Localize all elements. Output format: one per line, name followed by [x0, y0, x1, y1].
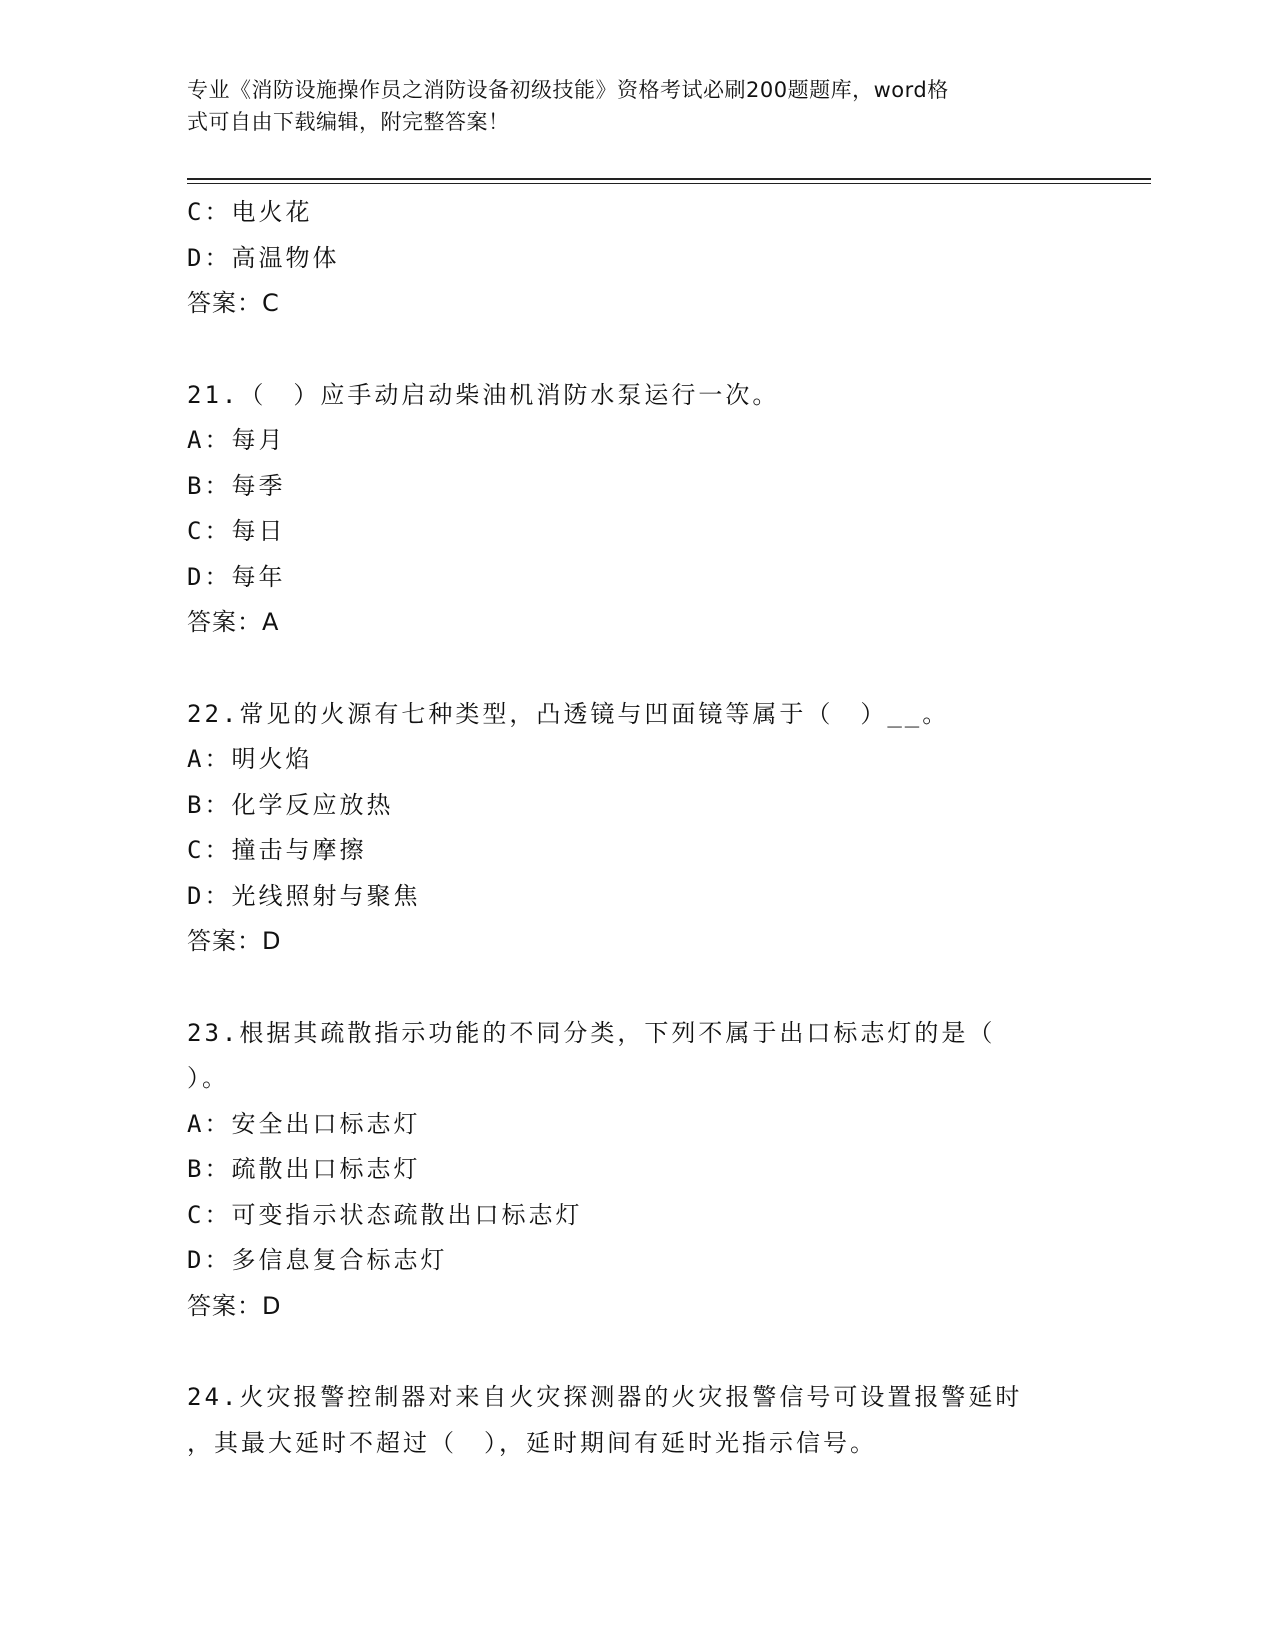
- question-stem: 23.根据其疏散指示功能的不同分类，下列不属于出口标志灯的是（: [187, 1018, 996, 1047]
- question-stem: 24.火灾报警控制器对来自火灾探测器的火灾报警信号可设置报警延时: [187, 1383, 1023, 1411]
- question-previous-tail: [187, 190, 1087, 327]
- option-c: C：撞击与摩擦: [187, 836, 367, 864]
- option-a: A：每月: [187, 426, 286, 454]
- option-d: D：高温物体: [187, 243, 340, 272]
- document-header: [187, 74, 1067, 138]
- option-a: A：安全出口标志灯: [187, 1109, 421, 1138]
- question-stem-continued: ，其最大延时不超过（ ），延时期间有延时光指示信号。: [187, 1428, 877, 1457]
- option-d: D：光线照射与聚焦: [187, 881, 421, 910]
- question-21: [187, 373, 1087, 646]
- question-stem-continued: ）。: [187, 1064, 229, 1092]
- option-b: B：化学反应放热: [187, 790, 394, 819]
- option-d: D：每年: [187, 562, 286, 591]
- question-23: [187, 1011, 1087, 1330]
- header-line-2: 式可自由下载编辑，附完整答案！: [187, 110, 510, 134]
- option-b: B：疏散出口标志灯: [187, 1155, 421, 1183]
- option-d: D：多信息复合标志灯: [187, 1246, 448, 1274]
- question-22: [187, 692, 1087, 965]
- question-24: [187, 1375, 1087, 1466]
- header-line-1: 专业《消防设施操作员之消防设备初级技能》资格考试必刷200题题库，word格: [187, 78, 949, 102]
- answer: 答案：C: [187, 289, 280, 317]
- option-c: C：可变指示状态疏散出口标志灯: [187, 1200, 583, 1229]
- question-stem: 22.常见的火源有七种类型，凸透镜与凹面镜等属于（ ）__。: [187, 699, 950, 728]
- answer: 答案：A: [187, 608, 280, 636]
- option-b: B：每季: [187, 471, 286, 500]
- option-c: C：每日: [187, 517, 286, 545]
- answer: 答案：D: [187, 1291, 282, 1320]
- option-a: A：明火焰: [187, 745, 313, 773]
- question-stem: 21.（ ）应手动启动柴油机消防水泵运行一次。: [187, 380, 780, 409]
- header-divider: [187, 178, 1151, 184]
- option-c: C：电火花: [187, 198, 313, 226]
- question-list: [187, 190, 1087, 1466]
- answer: 答案：D: [187, 927, 282, 955]
